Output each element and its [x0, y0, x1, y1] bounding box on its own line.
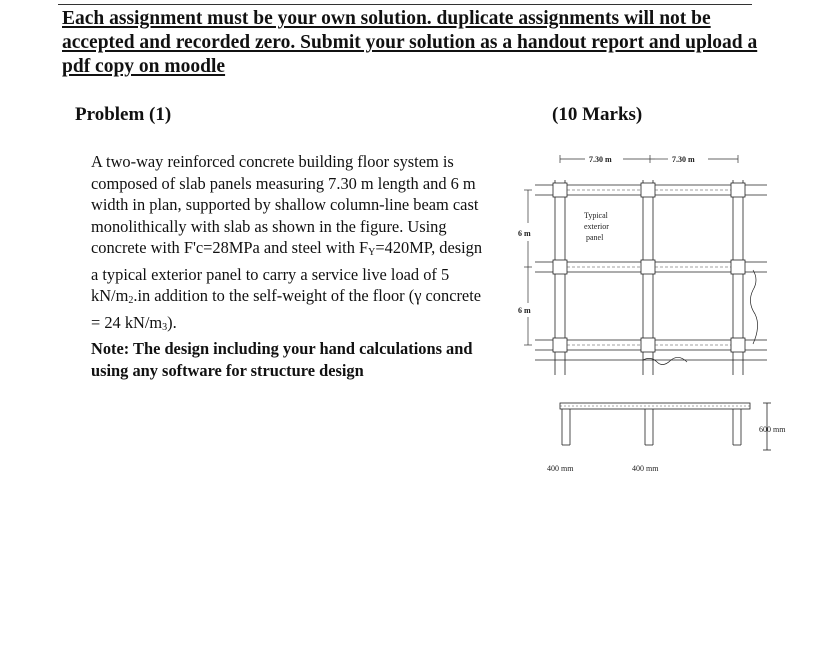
beam-depth-label: 600 mm — [759, 425, 786, 434]
left-dimension — [524, 190, 532, 345]
problem-note: Note: The design including your hand calculations and using any software for structure design — [91, 339, 473, 380]
floor-plan-figure — [505, 145, 805, 495]
problem-statement — [91, 151, 489, 381]
beam-width-1-label: 400 mm — [547, 464, 574, 473]
panel-label-line2: exterior — [584, 222, 609, 231]
panel-label-line3: panel — [586, 233, 604, 242]
top-rule — [58, 4, 752, 5]
span-width-2-label: 6 m — [518, 306, 531, 315]
span-length-1-label: 7.30 m — [589, 155, 612, 164]
problem-marks: (10 Marks) — [552, 104, 643, 125]
problem-description: A two-way reinforced concrete building floor system is composed of slab panels measuring 7.30 m length and 6 m width in plan, supported by shallow column-line beam cast monolithically with slab as shown in the figure. Using concrete with F'c=28MPa and steel with $F_Y=420MP$, design a typical exterior panel to carry a service live load of 5 $kN/m_2.in$ addition to the self-weight of the floor (γ concrete = 24 $kN/m_3$). — [91, 152, 483, 333]
floor-plan-svg — [505, 145, 805, 495]
panel-label-line1: Typical — [584, 211, 608, 220]
plan-columns — [553, 183, 745, 352]
assignment-warning-text: Each assignment must be your own solution. duplicate assignments will not be accepted and recorded zero. Submit your solution as a handout report and upload a pdf copy on moodle — [62, 8, 758, 77]
beam-width-2-label: 400 mm — [632, 464, 659, 473]
top-dimension — [560, 155, 738, 163]
beam-section — [560, 403, 771, 450]
span-width-1-label: 6 m — [518, 229, 531, 238]
assignment-warning — [62, 7, 762, 79]
span-length-2-label: 7.30 m — [672, 155, 695, 164]
problem-title: Problem (1) — [75, 104, 172, 125]
